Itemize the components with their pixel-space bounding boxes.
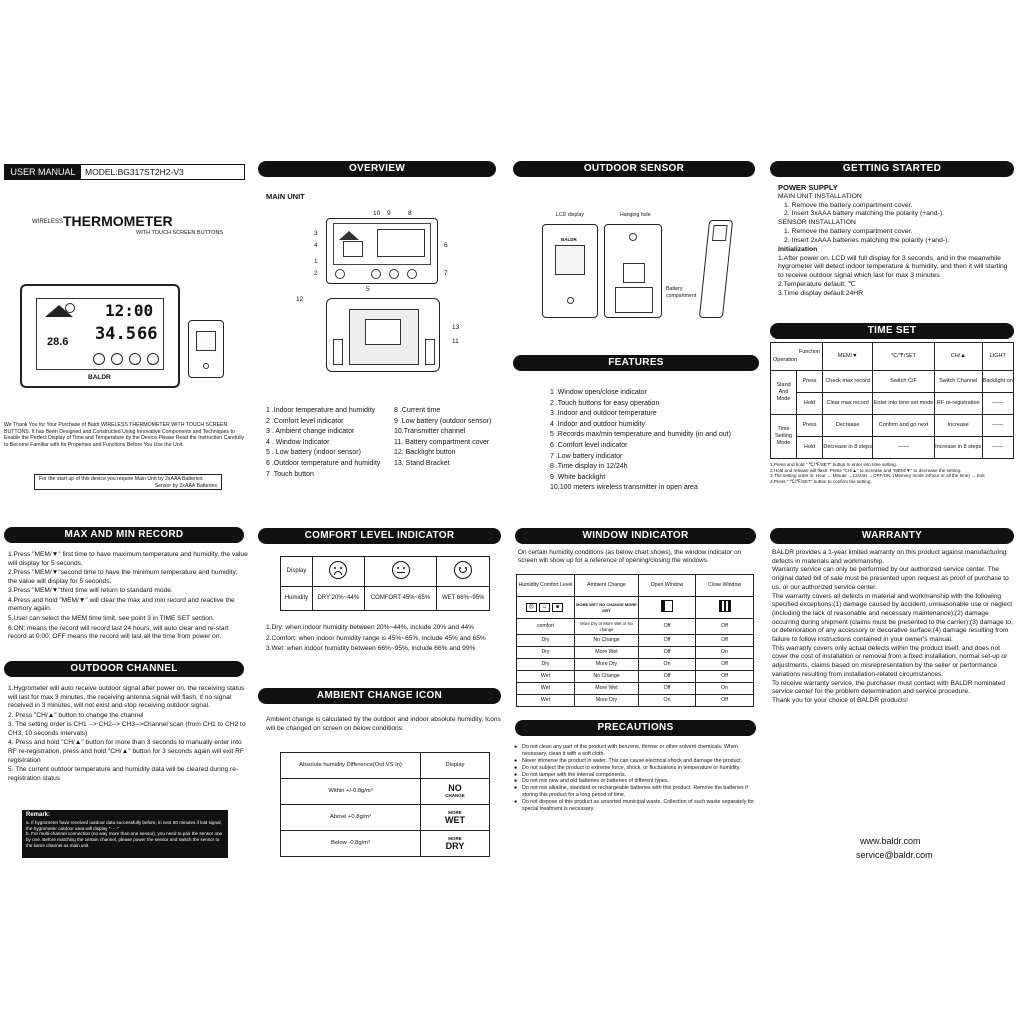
- precaution-item: ● Do not mix new and old batteries or batteries of different types.: [514, 778, 670, 785]
- init-step: 3.Time display default:24HR: [778, 289, 864, 297]
- table-cell: Enter into time set mode: [873, 393, 934, 415]
- ambient-icons: MORE WET NO CHANGE MORE DRY: [575, 597, 639, 619]
- channel-item: 2. Press "CH/▲" button to change the channel: [8, 711, 144, 719]
- main-unit-label: MAIN UNIT: [266, 192, 305, 201]
- callout-7: 7: [444, 270, 448, 277]
- precautions-list: [514, 744, 758, 813]
- table-cell: ——: [982, 437, 1013, 459]
- overview-item: 12. Backlight button: [394, 449, 456, 457]
- feature-item: 9 .White backlight: [550, 473, 606, 481]
- ambient-display-wet: MORE WET: [421, 805, 490, 831]
- ambient-cond: Below -0.8g/m³: [281, 831, 421, 857]
- time-set-note: 1.Press and hold " ℃/℉/SET" button to enter into time setting.: [770, 462, 897, 467]
- precaution-item: ● Do not subject the product to extreme force, shock, or fluctuations in temperature or humidity.: [514, 764, 741, 771]
- comfort-face-icon: [364, 557, 437, 587]
- face-icon: [65, 303, 75, 313]
- ambient-cond: Above +0.8g/m³: [281, 805, 421, 831]
- max-min-item: 1.Press "MEM/▼" first time to have maximum temperature and humidity, the value will display for 5 seconds.: [8, 551, 248, 567]
- website-link[interactable]: www.baldr.com: [860, 836, 921, 846]
- window-cell: No Change: [575, 671, 639, 683]
- max-min-list: [8, 551, 248, 642]
- battery-note-sensor: Sensor by 2xAAA Batteries: [154, 482, 217, 489]
- feature-item: 4 .Indoor and outdoor humidity: [550, 420, 645, 428]
- window-cell: Off: [639, 647, 696, 659]
- table-cell: Increase: [934, 415, 982, 437]
- window-cell: Off: [696, 659, 754, 671]
- callout-3: 3: [314, 230, 318, 237]
- col-set: ℃/℉/SET: [873, 343, 934, 371]
- table-cell: ——: [873, 437, 934, 459]
- main-unit-picture: [20, 284, 180, 388]
- bullet-icon: ●: [514, 757, 518, 764]
- comfort-note: 2.Comfort: when indoor humidity range is 45%~65%, include 45% and 65%: [266, 634, 486, 642]
- sensor-step: 2. Insert 2xAAA batteries matching the polarity (+and-).: [784, 236, 950, 244]
- bullet-icon: ●: [514, 744, 518, 750]
- device-small-temp: 28.6: [47, 336, 69, 348]
- callout-8: 8: [408, 210, 412, 217]
- bullet-icon: ●: [514, 764, 518, 771]
- col-light: LIGHT: [982, 343, 1013, 371]
- comfort-header: COMFORT LEVEL INDICATOR: [258, 528, 501, 544]
- group-time: Time Setting Mode: [771, 415, 797, 459]
- table-cell: Decrease: [823, 415, 873, 437]
- init-title: Initialization: [778, 245, 818, 253]
- wet-range: WET 66%~95%: [437, 587, 490, 611]
- sensor-back: [604, 224, 662, 318]
- overview-item: 9 .Low battery (outdoor sensor): [394, 417, 492, 425]
- precaution-item: ● Do not mix alkaline, standard or rechargeable batteries with this product. Remove the batteries if storing this product for a long period of time.: [514, 785, 748, 799]
- battery-note: [34, 474, 222, 490]
- manual-label: USER MANUAL: [5, 165, 81, 179]
- sensor-brand: BALDR: [561, 237, 577, 242]
- window-cell: Dry: [517, 659, 575, 671]
- device-brand: BALDR: [88, 374, 111, 381]
- intro-text: We Thank You for Your Purchase of Baldr WIRELESS THERMOMETER WITH TOUCH SCREEN BUTTONS. It has Been Designed and Constructed Using Innovative Components and Techniques to Enable the Perfect Display of Time and Temperature by the Device.Please Read the Instruction Carefully to Become Familiar with Its Properties and Functions Before You Use the Unit.: [4, 422, 245, 448]
- sensor-step: 1. Remove the battery compartment cover.: [784, 228, 913, 236]
- max-min-item: 4.Press and hold "MEM/▼" will clear the max and min record and reactive the memory again.: [8, 596, 235, 613]
- time-set-note: 2.Hold and release will flash. Press "CH/▲" to increase and "MEM/▼" to decrease the setting.: [770, 467, 962, 473]
- battery-note-main: For the start up of this device you require Main Unit by 2xAAA Batteries: [39, 476, 203, 482]
- device-hum: 66: [137, 324, 158, 344]
- ambient-display-dry: MORE DRY: [421, 831, 490, 857]
- ambient-display-nochange: NO CHANGE: [421, 779, 490, 805]
- bullet-icon: ●: [514, 799, 518, 805]
- overview-item: 13. Stand Bracket: [394, 459, 450, 467]
- warranty-header: WARRANTY: [770, 528, 1014, 544]
- time-set-note: 3.The setting order is: Hour → Minute →12/24H →OFF/ON. (Memory mode 24hour or all the time) → Exit: [770, 473, 985, 479]
- window-cell: Off: [639, 619, 696, 635]
- callout-10: 10: [373, 210, 381, 217]
- bullet-icon: ●: [514, 778, 518, 785]
- window-cell: Off: [696, 695, 754, 707]
- table-cell: Switch C/F: [873, 371, 934, 393]
- col-ch: CH/▲: [934, 343, 982, 371]
- overview-item: 6 .Outdoor temperature and humidity: [266, 459, 381, 467]
- channel-item: 1.Hygrometer will auto receive outdoor signal after power on, the receiving status will last for max 3 minutes, the receiving antenna signal will flash, if no signal received in 3 minutes, will not exist and stop receiving outdoor signal.: [8, 685, 245, 710]
- callout-11: 11: [452, 338, 459, 345]
- time-set-notes: [770, 462, 1018, 485]
- wet-face-icon: [437, 557, 490, 587]
- window-col: Ambient Change: [575, 575, 639, 597]
- cover-header: [4, 164, 245, 180]
- callout-9: 9: [387, 210, 391, 217]
- overview-item: 2 .Comfort level indicator: [266, 417, 344, 425]
- window-cell: Off: [639, 635, 696, 647]
- window-col: Close Window: [696, 575, 754, 597]
- overview-item: 3 . Ambient change indicator: [266, 428, 355, 436]
- remark-line: b. For multi-channel connection (no way more than one sensor), you need to pair the sensor one by one. Before matching the certain channel, please power the sensor and switch the sensor to the same channel as main unit: [26, 831, 223, 848]
- comfort-note: 1.Dry: when indoor humidity between 20%~44%, include 20% and 44%: [266, 624, 475, 631]
- op-cell: Hold: [797, 437, 823, 459]
- product-subtitle: WITH TOUCH SCREEN BUTTONS: [136, 230, 224, 236]
- outdoor-channel-list: [8, 685, 248, 783]
- precaution-item: ● Do not dispose of this product as unsorted municipal waste. Collection of such waste separately for special treatment is necessary.: [514, 799, 755, 812]
- remark-title: Remark:: [26, 812, 51, 818]
- dry-face-icon: [313, 557, 365, 587]
- remark-box: [22, 810, 228, 858]
- group-stand: Stand And Mode: [771, 371, 797, 415]
- callout-13: 13: [452, 324, 460, 331]
- overview-left-list: [266, 406, 396, 480]
- callout-6: 6: [444, 242, 448, 249]
- window-cell: Wet: [517, 671, 575, 683]
- overview-item: 11. Battery compartment cover: [394, 438, 490, 446]
- device-time: 12:00: [105, 301, 154, 320]
- service-email-link[interactable]: service@baldr.com: [856, 850, 933, 860]
- op-cell: Press: [797, 371, 823, 393]
- feature-item: 8 .Time display in 12/24h: [550, 463, 628, 471]
- time-set-header: TIME SET: [770, 323, 1014, 339]
- init-step: 1.After power on, LCD will full display for 3 seconds, and in the meanwhile hygrometer will detect indoor temperature & humidity, and then it will starting to receive outdoor signal which last for max 3 minutes.: [778, 254, 1008, 280]
- max-min-item: 6.ON: means the record will record last 24 hours, will auto clear and re-start record at 0:00; OFF means the record will last all the time from power on.: [8, 624, 229, 641]
- comfort-notes: [266, 624, 502, 654]
- main-install-title: MAIN UNIT INSTALLATION: [778, 192, 862, 200]
- table-cell: Clear max record: [823, 393, 873, 415]
- dry-range: DRY 20%~44%: [313, 587, 365, 611]
- precaution-item: ● Do not clean any part of the product with benzene, thinner or other solvent chemicals. When necessary, clean it with a soft cloth.: [514, 744, 738, 757]
- comfort-range: COMFORT 45%~65%: [364, 587, 437, 611]
- window-cell: More Dry or More Wet or No change: [575, 619, 639, 635]
- overview-item: 5 . Low battery (indoor sensor): [266, 449, 361, 457]
- sensor-install-title: SENSOR INSTALLATION: [778, 219, 856, 227]
- feature-item: 7 .Low battery indicator: [550, 452, 623, 460]
- feature-item: 10.100 meters wireless transmitter in open area: [550, 484, 698, 492]
- features-header: FEATURES: [513, 355, 759, 371]
- row-display-label: Display: [281, 557, 313, 587]
- callout-4: 4: [314, 242, 318, 249]
- comfort-faces-icon: ☹ ☺ ☻: [517, 597, 575, 619]
- remark-line: a. If hygrometer have received outdoor data successfully before, in next 60 minutes if lost signal, the hygrometer outdoor area will display "- - -": [26, 819, 222, 831]
- window-cell: More Dry: [575, 659, 639, 671]
- window-header: WINDOW INDICATOR: [515, 528, 756, 544]
- ambient-col1: Absolute humidity Difference(Out VS In): [281, 753, 421, 779]
- op-cell: Press: [797, 415, 823, 437]
- table-cell: Check max record: [823, 371, 873, 393]
- warranty-para: Thank you for your choice of BALDR products!: [772, 696, 908, 704]
- channel-item: 4. Press and hold "CH/▲" button for more than 3 seconds to manually enter into RF re-registration, press and hold "CH/▲" button for 3 seconds again will exit RF registration: [8, 739, 244, 764]
- max-min-header: MAX AND MIN RECORD: [4, 527, 244, 543]
- time-set-corner: Function Operation: [771, 343, 823, 371]
- window-col: Humidity Comfort Level: [517, 575, 575, 597]
- window-cell: Wet: [517, 695, 575, 707]
- feature-item: 1 .Window open/close indicator: [550, 389, 647, 396]
- overview-item: 1 .Indoor temperature and humidity: [266, 407, 375, 414]
- window-cell: No Change: [575, 635, 639, 647]
- callout-1: 1: [314, 258, 318, 265]
- window-cell: comfort: [517, 619, 575, 635]
- window-cell: Off: [696, 635, 754, 647]
- op-cell: Hold: [797, 393, 823, 415]
- warranty-para: To receive warranty service, the purchaser must contact with BALDR nominated service center for the problem determination and service procedure.: [772, 679, 1006, 696]
- callout-12: 12: [296, 296, 304, 303]
- table-cell: ——: [982, 393, 1013, 415]
- table-cell: Increase in 8 steps: [934, 437, 982, 459]
- power-supply-title: POWER SUPPLY: [778, 183, 838, 192]
- model-number: MODEL:BG317ST2H2-V3: [85, 167, 184, 177]
- table-cell: Backlight on: [982, 371, 1013, 393]
- main-step: 2. Insert 3xAAA battery matching the polarity (+and-).: [784, 210, 944, 218]
- table-cell: Switch Channel: [934, 371, 982, 393]
- device-temp: 34.5: [95, 324, 136, 344]
- overview-item: 7 .Touch button: [266, 470, 314, 478]
- callout-5: 5: [366, 286, 370, 293]
- battery-compartment-label: Battery compartment: [666, 286, 697, 299]
- window-cell: On: [639, 695, 696, 707]
- window-cell: On: [696, 683, 754, 695]
- warranty-para: The warranty covers all defects in material and workmanship with the following specified exceptions:(1) damage caused by accident, unreasonable use or neglect (including the lack of reasonable and necessary maintenance);(2) damage occurring during shipment (claims must be presented to the carrier);(3) damage to, or deterioration of any accessory or decorative surface;(4) damage resulting from failure to follow instructions contained in your owner's manual.: [772, 592, 1013, 644]
- overview-header: OVERVIEW: [258, 161, 496, 177]
- channel-item: 3. The setting order is CH1 --> CH2--> CH3-->Channel scan (from CH1 to CH2 to CH3, 10 seconds intervals): [8, 721, 246, 737]
- row-humidity-label: Humidity: [281, 587, 313, 611]
- feature-item: 5 .Records max/min temperature and humidity (in and out): [550, 431, 731, 439]
- window-cell: Dry: [517, 635, 575, 647]
- window-cell: More Dry: [575, 695, 639, 707]
- features-list: [550, 388, 770, 494]
- window-cell: Dry: [517, 647, 575, 659]
- getting-started-header: GETTING STARTED: [770, 161, 1014, 177]
- precautions-header: PRECAUTIONS: [515, 720, 756, 736]
- overview-right-list: [394, 406, 504, 470]
- bullet-icon: ●: [514, 785, 518, 792]
- window-cell: More Wet: [575, 683, 639, 695]
- overview-item: 4 . Window Indicator: [266, 438, 330, 446]
- overview-item: 8 .Current time: [394, 407, 441, 414]
- outdoor-sensor-header: OUTDOOR SENSOR: [513, 161, 755, 177]
- table-cell: Decrease in 8 steps: [823, 437, 873, 459]
- open-window-icon: [639, 597, 696, 619]
- product-title: THERMOMETER: [63, 213, 173, 229]
- feature-item: 3 .Indoor and outdoor temperature: [550, 410, 657, 418]
- back-diagram: [326, 298, 440, 372]
- front-diagram: [326, 218, 438, 284]
- window-cell: More Wet: [575, 647, 639, 659]
- window-cell: Off: [639, 671, 696, 683]
- lcd-display-label: LCD display: [556, 212, 584, 218]
- feature-item: 2 .Touch buttons for easy operation: [550, 399, 660, 407]
- window-cell: On: [696, 647, 754, 659]
- window-cell: On: [639, 659, 696, 671]
- channel-item: 5. The current outdoor temperature and humidity data will be cleared during re-registration status: [8, 766, 239, 782]
- time-set-table: [770, 342, 1014, 459]
- getting-started-body: [778, 183, 1014, 299]
- max-min-item: 3.Press "MEM/▼"third time will return to standard mode.: [8, 587, 173, 595]
- warranty-para: Warranty service can only be performed by our authorized service center. The original dated bill of sale must be presented upon request as proof of purchase to us, or our authorized service center.: [772, 566, 1009, 591]
- precaution-item: ● Do not tamper with the internal components.: [514, 771, 626, 778]
- window-cell: Off: [696, 671, 754, 683]
- window-col: Open Window: [639, 575, 696, 597]
- sensor-picture: [188, 320, 224, 378]
- window-cell: Off: [639, 683, 696, 695]
- callout-2: 2: [314, 270, 318, 277]
- ambient-intro: Ambient change is calculated by the outdoor and indoor absolute humidity. Icons will be changed on screen on below conditions:: [266, 716, 501, 732]
- max-min-item: 5.User can select the MEM time limit, see point 3 in TIME SET section.: [8, 614, 215, 622]
- warranty-para: This warranty covers only actual defects within the product itself, and does not cover the cost of installation or removal from a fixed installation, normal set-up or adjustments, claims based on misrepresentation by the seller or performance variations resulting from installation-related circumstances.: [772, 644, 1008, 678]
- outdoor-channel-header: OUTDOOR CHANNEL: [4, 661, 244, 677]
- table-cell: Confirm and go next: [873, 415, 934, 437]
- table-cell: RF re-registration: [934, 393, 982, 415]
- ambient-col2: Display: [421, 753, 490, 779]
- warranty-body: [772, 549, 1016, 706]
- comfort-note: 3.Wet: when indoor humidity between 66%~95%, include 66% and 99%: [266, 645, 476, 653]
- max-min-item: 2.Press "MEM/▼"second time to have the minimum temperature and humidity; the value will display for 5 seconds.: [8, 569, 238, 585]
- main-step: 1. Remove the battery compartment cover.: [784, 201, 913, 209]
- time-set-note: 4.Press " ℃/℉/SET" button to confirm the setting.: [770, 479, 872, 485]
- window-cell: Wet: [517, 683, 575, 695]
- window-intro: On certain humidity conditions (as below chart shows), the window indicator on screen will show up for a reference of opening/closing the windows.: [518, 549, 742, 565]
- window-cell: Off: [696, 619, 754, 635]
- bullet-icon: ●: [514, 771, 518, 778]
- ambient-cond: Within +/-0.8g/m³: [281, 779, 421, 805]
- comfort-table: [280, 556, 490, 611]
- close-window-icon: [696, 597, 754, 619]
- init-step: 2.Temperature default: ℃: [778, 281, 856, 289]
- touch-buttons: [93, 353, 161, 365]
- ambient-header: AMBIENT CHANGE ICON: [258, 688, 501, 704]
- wireless-label: WIRELESS: [32, 219, 64, 225]
- precaution-item: ● Never immerse the product in water. This can cause electrical shock and damage the product.: [514, 757, 743, 764]
- overview-item: 10.Transmitter channel: [394, 428, 466, 436]
- col-mem: MEM/▼: [823, 343, 873, 371]
- hanging-hole-label: Hanging hole: [620, 212, 651, 218]
- ambient-table: [280, 752, 490, 857]
- table-cell: ——: [982, 415, 1013, 437]
- sensor-front: [542, 224, 598, 318]
- warranty-para: BALDR provides a 1-year limited warranty on this product against manufacturing defects in materials and workmanship.: [772, 549, 1007, 565]
- sensor-side: [699, 220, 733, 318]
- window-table: [516, 574, 754, 707]
- feature-item: 6 .Comfort level indicator: [550, 441, 628, 449]
